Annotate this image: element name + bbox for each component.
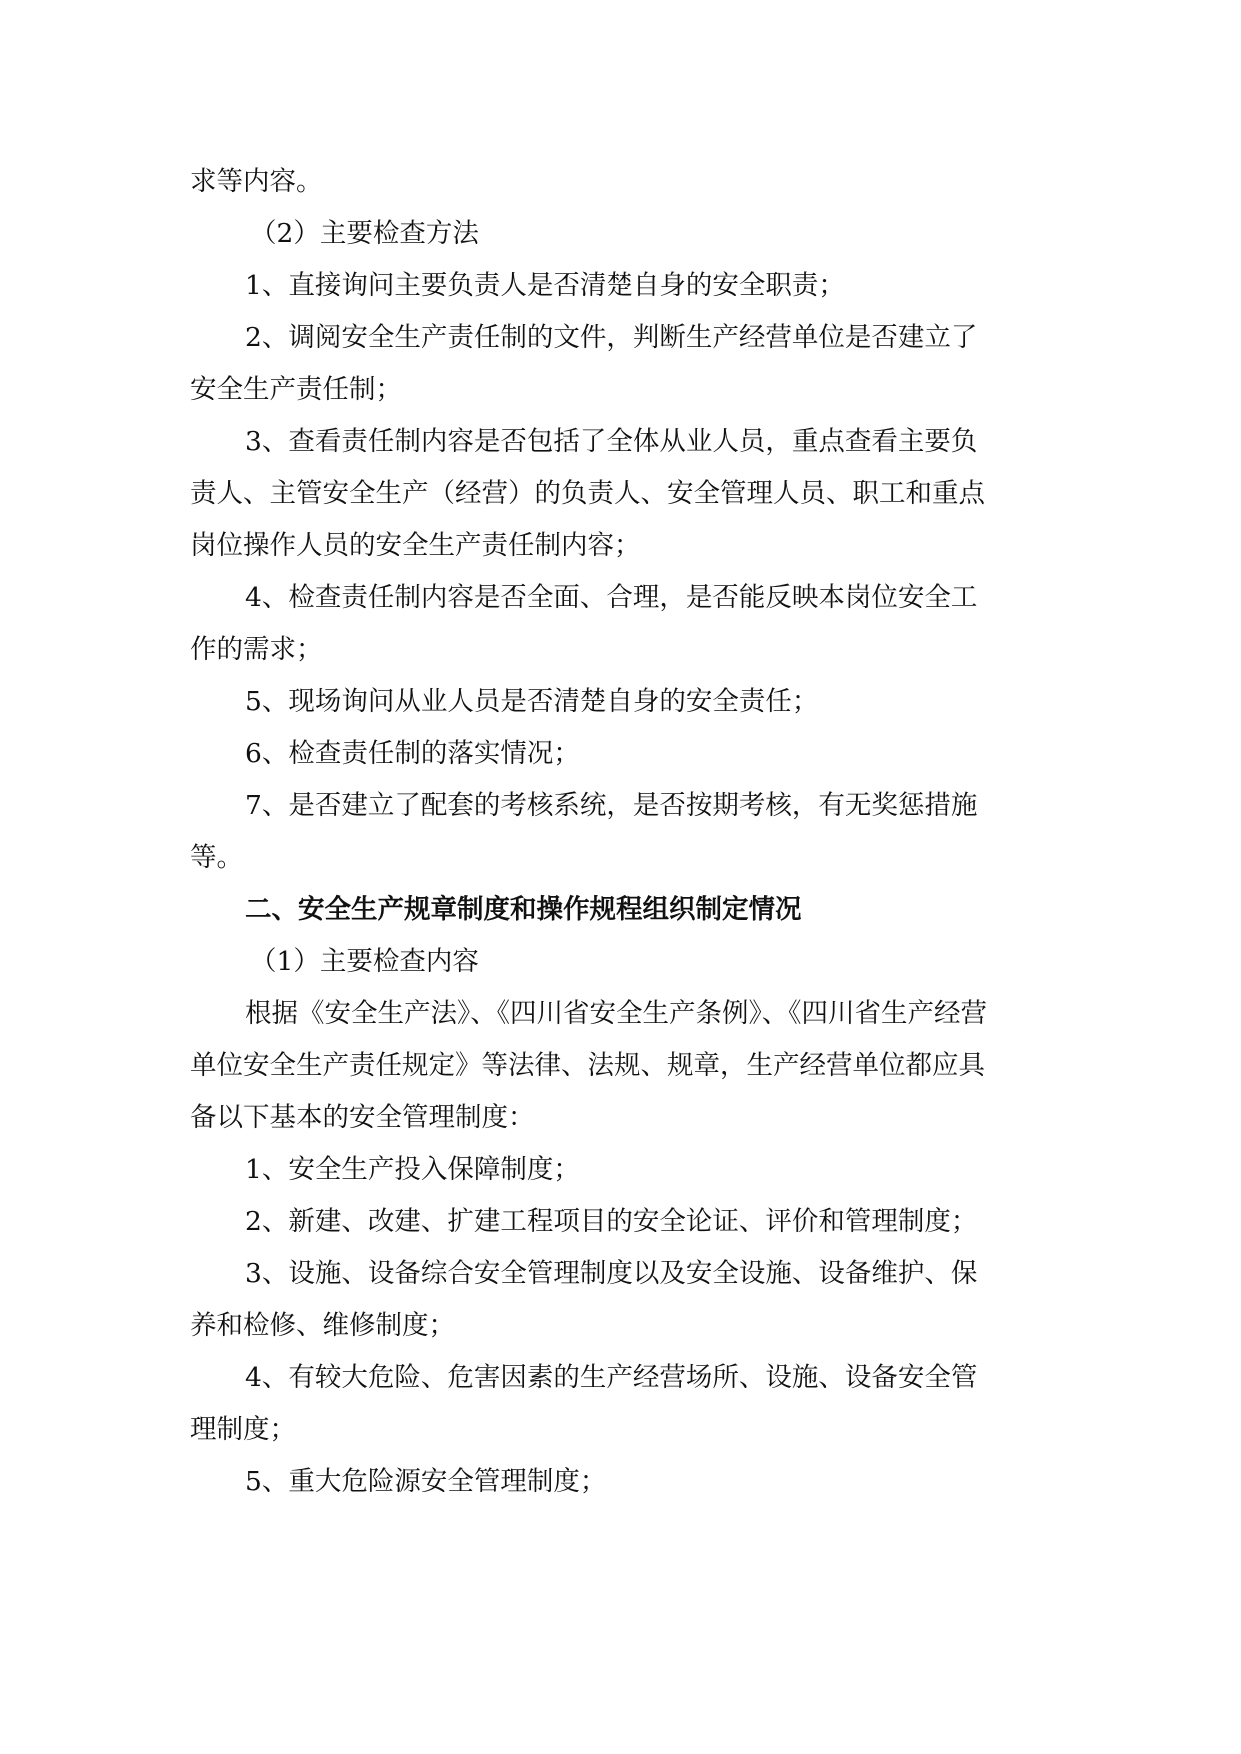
list-item: 2、调阅安全生产责任制的文件，判断生产经营单位是否建立了 <box>245 322 978 353</box>
list-item: 1、安全生产投入保障制度； <box>245 1154 580 1185</box>
text-line: 岗位操作人员的安全生产责任制内容； <box>190 530 641 561</box>
text-line: 理制度； <box>190 1414 296 1445</box>
list-item: 5、重大危险源安全管理制度； <box>245 1466 607 1497</box>
list-item: 4、有较大危险、危害因素的生产经营场所、设施、设备安全管 <box>245 1362 978 1393</box>
list-item: 3、设施、设备综合安全管理制度以及安全设施、设备维护、保 <box>245 1258 978 1289</box>
text-line: 责人、主管安全生产（经营）的负责人、安全管理人员、职工和重点 <box>190 478 985 509</box>
list-item: 4、检查责任制内容是否全面、合理，是否能反映本岗位安全工 <box>245 582 978 613</box>
text-line: 养和检修、维修制度； <box>190 1310 455 1341</box>
text-line: 求等内容。 <box>190 166 323 197</box>
list-item: 7、是否建立了配套的考核系统，是否按期考核，有无奖惩措施 <box>245 790 978 821</box>
section-subheading: （1）主要检查内容 <box>250 946 479 977</box>
section-heading: 二、安全生产规章制度和操作规程组织制定情况 <box>245 894 802 925</box>
list-item: 1、直接询问主要负责人是否清楚自身的安全职责； <box>245 270 845 301</box>
section-subheading: （2）主要检查方法 <box>250 218 479 249</box>
list-item: 5、现场询问从业人员是否清楚自身的安全责任； <box>245 686 819 717</box>
text-line: 单位安全生产责任规定》等法律、法规、规章，生产经营单位都应具 <box>190 1050 985 1081</box>
paragraph-line: 根据《安全生产法》、《四川省安全生产条例》、《四川省生产经营 <box>245 998 987 1029</box>
list-item: 6、检查责任制的落实情况； <box>245 738 580 769</box>
text-line: 等。 <box>190 842 243 873</box>
text-line: 作的需求； <box>190 634 323 665</box>
text-line: 安全生产责任制； <box>190 374 402 405</box>
list-item: 2、新建、改建、扩建工程项目的安全论证、评价和管理制度； <box>245 1206 978 1237</box>
text-line: 备以下基本的安全管理制度： <box>190 1102 535 1133</box>
list-item: 3、查看责任制内容是否包括了全体从业人员，重点查看主要负 <box>245 426 978 457</box>
